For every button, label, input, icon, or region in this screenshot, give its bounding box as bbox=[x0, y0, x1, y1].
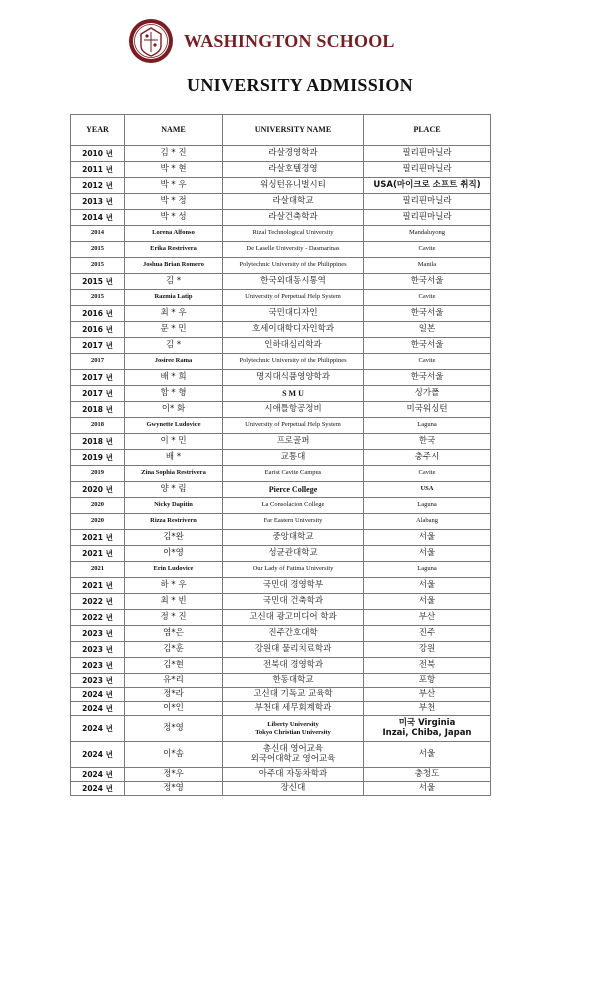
name-cell: 이*인 bbox=[125, 702, 223, 716]
table-row bbox=[71, 702, 491, 716]
table-row bbox=[71, 178, 491, 194]
place-cell: 한국 bbox=[364, 434, 491, 450]
place-cell: 한국서울 bbox=[364, 306, 491, 322]
place-cell: Laguna bbox=[364, 418, 491, 434]
table-row bbox=[71, 146, 491, 162]
table-row bbox=[71, 530, 491, 546]
name-cell: 이*솜 bbox=[125, 742, 223, 768]
place-cell: 서울 bbox=[364, 782, 491, 796]
university-cell: 성균관대학교 bbox=[223, 546, 364, 562]
name-cell: 양 * 림 bbox=[125, 482, 223, 498]
table-row bbox=[71, 594, 491, 610]
year-cell: 2024 년 bbox=[71, 782, 125, 796]
year-cell: 2024 년 bbox=[71, 702, 125, 716]
table-row bbox=[71, 782, 491, 796]
table-row bbox=[71, 642, 491, 658]
table-row bbox=[71, 562, 491, 578]
place-cell: Laguna bbox=[364, 498, 491, 514]
column-header-name: NAME bbox=[125, 115, 223, 146]
year-cell: 2023 년 bbox=[71, 626, 125, 642]
year-cell: 2021 년 bbox=[71, 530, 125, 546]
name-cell: 김*훈 bbox=[125, 642, 223, 658]
place-cell: Alabang bbox=[364, 514, 491, 530]
university-cell: 라살건축학과 bbox=[223, 210, 364, 226]
year-cell: 2013 년 bbox=[71, 194, 125, 210]
table-row bbox=[71, 742, 491, 768]
university-cell: Our Lady of Fatima University bbox=[223, 562, 364, 578]
university-cell: 국민대디자인 bbox=[223, 306, 364, 322]
year-cell: 2020 년 bbox=[71, 482, 125, 498]
university-cell: 총신대 영어교육 외국어대학교 영어교육 bbox=[223, 742, 364, 768]
place-cell: Cavite bbox=[364, 466, 491, 482]
table-row bbox=[71, 688, 491, 702]
table-row bbox=[71, 434, 491, 450]
place-cell: 서울 bbox=[364, 578, 491, 594]
table-row bbox=[71, 386, 491, 402]
name-cell: 박 * 성 bbox=[125, 210, 223, 226]
table-row bbox=[71, 546, 491, 562]
year-cell: 2023 년 bbox=[71, 658, 125, 674]
year-cell: 2024 년 bbox=[71, 768, 125, 782]
place-cell: 필리핀마닐라 bbox=[364, 162, 491, 178]
university-cell: 전북대 경영학과 bbox=[223, 658, 364, 674]
year-cell: 2024 년 bbox=[71, 716, 125, 742]
table-row bbox=[71, 466, 491, 482]
place-cell: Mandaluyong bbox=[364, 226, 491, 242]
place-cell: USA(마이크로 소프트 취직) bbox=[364, 178, 491, 194]
place-cell: 서울 bbox=[364, 594, 491, 610]
university-cell: 중앙대학교 bbox=[223, 530, 364, 546]
year-cell: 2019 bbox=[71, 466, 125, 482]
university-cell: 아주대 자동차학과 bbox=[223, 768, 364, 782]
column-header-university: UNIVERSITY NAME bbox=[223, 115, 364, 146]
university-cell: 국민대 건축학과 bbox=[223, 594, 364, 610]
year-cell: 2024 년 bbox=[71, 742, 125, 768]
place-cell: 필리핀마닐라 bbox=[364, 194, 491, 210]
university-cell: Polytechnic University of the Philippines bbox=[223, 354, 364, 370]
name-cell: 염*은 bbox=[125, 626, 223, 642]
year-cell: 2015 bbox=[71, 258, 125, 274]
name-cell: Josiree Rama bbox=[125, 354, 223, 370]
name-cell: 함 * 형 bbox=[125, 386, 223, 402]
name-cell: 김*현 bbox=[125, 658, 223, 674]
year-cell: 2022 년 bbox=[71, 594, 125, 610]
table-row bbox=[71, 274, 491, 290]
year-cell: 2017 bbox=[71, 354, 125, 370]
place-cell: 서울 bbox=[364, 546, 491, 562]
place-cell: 전북 bbox=[364, 658, 491, 674]
place-cell: 일본 bbox=[364, 322, 491, 338]
year-cell: 2017 년 bbox=[71, 338, 125, 354]
year-cell: 2024 년 bbox=[71, 688, 125, 702]
place-cell: 미국 Virginia Inzai, Chiba, Japan bbox=[364, 716, 491, 742]
table-row bbox=[71, 716, 491, 742]
university-cell: 명지대식품영양학과 bbox=[223, 370, 364, 386]
year-cell: 2015 bbox=[71, 290, 125, 306]
year-cell: 2018 년 bbox=[71, 402, 125, 418]
university-cell: 한국외대동시통역 bbox=[223, 274, 364, 290]
year-cell: 2023 년 bbox=[71, 674, 125, 688]
year-cell: 2020 bbox=[71, 514, 125, 530]
year-cell: 2016 년 bbox=[71, 306, 125, 322]
year-cell: 2017 년 bbox=[71, 370, 125, 386]
name-cell: 이* 화 bbox=[125, 402, 223, 418]
university-cell: 진주간호대학 bbox=[223, 626, 364, 642]
name-cell: 김 * 진 bbox=[125, 146, 223, 162]
column-header-place: PLACE bbox=[364, 115, 491, 146]
school-seal-icon bbox=[128, 18, 174, 64]
year-cell: 2018 bbox=[71, 418, 125, 434]
place-cell: Cavite bbox=[364, 290, 491, 306]
table-row bbox=[71, 226, 491, 242]
university-cell: 교통대 bbox=[223, 450, 364, 466]
name-cell: 정*라 bbox=[125, 688, 223, 702]
university-cell: 라살호텔경영 bbox=[223, 162, 364, 178]
name-cell: Lorena Alfonso bbox=[125, 226, 223, 242]
name-cell: 김*완 bbox=[125, 530, 223, 546]
year-cell: 2012 년 bbox=[71, 178, 125, 194]
university-cell: 호세이대학디자인학과 bbox=[223, 322, 364, 338]
university-cell: 국민대 경영학부 bbox=[223, 578, 364, 594]
university-cell: La Consolacion College bbox=[223, 498, 364, 514]
university-cell: Liberty University Tokyo Christian University bbox=[223, 716, 364, 742]
place-cell: Manila bbox=[364, 258, 491, 274]
table-row bbox=[71, 482, 491, 498]
name-cell: 김 * bbox=[125, 274, 223, 290]
place-cell: Cavite bbox=[364, 354, 491, 370]
place-cell: 서울 bbox=[364, 742, 491, 768]
university-cell: Pierce College bbox=[223, 482, 364, 498]
table-row bbox=[71, 242, 491, 258]
year-cell: 2017 년 bbox=[71, 386, 125, 402]
school-name: WASHINGTON SCHOOL bbox=[184, 30, 395, 51]
table-row bbox=[71, 514, 491, 530]
university-cell: University of Perpetual Help System bbox=[223, 418, 364, 434]
year-cell: 2021 bbox=[71, 562, 125, 578]
name-cell: Gwynette Ludovice bbox=[125, 418, 223, 434]
year-cell: 2022 년 bbox=[71, 610, 125, 626]
table-row bbox=[71, 290, 491, 306]
name-cell: 최 * 빈 bbox=[125, 594, 223, 610]
name-cell: Nicky Dapitin bbox=[125, 498, 223, 514]
name-cell: 박 * 우 bbox=[125, 178, 223, 194]
year-cell: 2014 년 bbox=[71, 210, 125, 226]
place-cell: Cavite bbox=[364, 242, 491, 258]
header bbox=[128, 16, 395, 66]
table-row bbox=[71, 674, 491, 688]
page-title: UNIVERSITY ADMISSION bbox=[187, 75, 413, 95]
university-cell: 부천대 세무회계학과 bbox=[223, 702, 364, 716]
name-cell: Erika Restrivera bbox=[125, 242, 223, 258]
name-cell: 정*우 bbox=[125, 768, 223, 782]
place-cell: 싱가폴 bbox=[364, 386, 491, 402]
university-cell: 시애틀항공정비 bbox=[223, 402, 364, 418]
table-row bbox=[71, 322, 491, 338]
place-cell: 서울 bbox=[364, 530, 491, 546]
name-cell: 이*영 bbox=[125, 546, 223, 562]
place-cell: 부산 bbox=[364, 610, 491, 626]
university-cell: 프로골퍼 bbox=[223, 434, 364, 450]
name-cell: 김 * bbox=[125, 338, 223, 354]
place-cell: 한국서울 bbox=[364, 274, 491, 290]
university-cell: 고신대 기독교 교육학 bbox=[223, 688, 364, 702]
place-cell: 한국서울 bbox=[364, 370, 491, 386]
table-row bbox=[71, 418, 491, 434]
name-cell: 문 * 민 bbox=[125, 322, 223, 338]
place-cell: 포항 bbox=[364, 674, 491, 688]
table-row bbox=[71, 626, 491, 642]
name-cell: 이 * 민 bbox=[125, 434, 223, 450]
name-cell: Joshua Brian Romero bbox=[125, 258, 223, 274]
year-cell: 2014 bbox=[71, 226, 125, 242]
place-cell: 강원 bbox=[364, 642, 491, 658]
table-row bbox=[71, 498, 491, 514]
university-cell: 워싱턴유니벌시티 bbox=[223, 178, 364, 194]
university-cell: S M U bbox=[223, 386, 364, 402]
table-row bbox=[71, 610, 491, 626]
university-cell: 인하대심리학과 bbox=[223, 338, 364, 354]
university-cell: 강원대 물리치료학과 bbox=[223, 642, 364, 658]
place-cell: 충주시 bbox=[364, 450, 491, 466]
table-row bbox=[71, 402, 491, 418]
table-row bbox=[71, 162, 491, 178]
place-cell: 충청도 bbox=[364, 768, 491, 782]
table-row bbox=[71, 210, 491, 226]
place-cell: 필리핀마닐라 bbox=[364, 146, 491, 162]
year-cell: 2016 년 bbox=[71, 322, 125, 338]
admission-table bbox=[70, 114, 491, 796]
year-cell: 2010 년 bbox=[71, 146, 125, 162]
year-cell: 2021 년 bbox=[71, 546, 125, 562]
name-cell: 정*영 bbox=[125, 716, 223, 742]
place-cell: 부산 bbox=[364, 688, 491, 702]
table-row bbox=[71, 194, 491, 210]
table-row bbox=[71, 768, 491, 782]
place-cell: Laguna bbox=[364, 562, 491, 578]
name-cell: 정 * 진 bbox=[125, 610, 223, 626]
year-cell: 2020 bbox=[71, 498, 125, 514]
table-row bbox=[71, 450, 491, 466]
table-row bbox=[71, 578, 491, 594]
place-cell: 미국워싱턴 bbox=[364, 402, 491, 418]
university-cell: University of Perpetual Help System bbox=[223, 290, 364, 306]
year-cell: 2018 년 bbox=[71, 434, 125, 450]
university-cell: 장신대 bbox=[223, 782, 364, 796]
name-cell: 최 * 우 bbox=[125, 306, 223, 322]
university-cell: Far Eastern University bbox=[223, 514, 364, 530]
place-cell: 필리핀마닐라 bbox=[364, 210, 491, 226]
name-cell: 배 * 희 bbox=[125, 370, 223, 386]
name-cell: 배 * bbox=[125, 450, 223, 466]
year-cell: 2015 년 bbox=[71, 274, 125, 290]
place-cell: 부천 bbox=[364, 702, 491, 716]
name-cell: 유*리 bbox=[125, 674, 223, 688]
place-cell: USA bbox=[364, 482, 491, 498]
name-cell: 박 * 현 bbox=[125, 162, 223, 178]
table-header-row bbox=[71, 115, 491, 146]
university-cell: De Laselle University - Dasmarinas bbox=[223, 242, 364, 258]
column-header-year: YEAR bbox=[71, 115, 125, 146]
place-cell: 한국서울 bbox=[364, 338, 491, 354]
table-row bbox=[71, 258, 491, 274]
university-cell: Rizal Technological University bbox=[223, 226, 364, 242]
table-row bbox=[71, 354, 491, 370]
table-row bbox=[71, 370, 491, 386]
name-cell: 하 * 우 bbox=[125, 578, 223, 594]
name-cell: Razmia Latip bbox=[125, 290, 223, 306]
table-row bbox=[71, 306, 491, 322]
table-body bbox=[71, 146, 491, 796]
name-cell: 정*영 bbox=[125, 782, 223, 796]
table-row bbox=[71, 658, 491, 674]
name-cell: Erin Ludovice bbox=[125, 562, 223, 578]
university-cell: 라살경영학과 bbox=[223, 146, 364, 162]
name-cell: 박 * 정 bbox=[125, 194, 223, 210]
university-cell: Earist Cavite Campus bbox=[223, 466, 364, 482]
year-cell: 2011 년 bbox=[71, 162, 125, 178]
place-cell: 진주 bbox=[364, 626, 491, 642]
year-cell: 2019 년 bbox=[71, 450, 125, 466]
university-cell: 고신대 광고미디어 학과 bbox=[223, 610, 364, 626]
university-cell: 라살대학교 bbox=[223, 194, 364, 210]
university-cell: 한동대학교 bbox=[223, 674, 364, 688]
name-cell: Zina Sophia Restrivera bbox=[125, 466, 223, 482]
university-cell: Polytechnic University of the Philippines bbox=[223, 258, 364, 274]
year-cell: 2021 년 bbox=[71, 578, 125, 594]
year-cell: 2023 년 bbox=[71, 642, 125, 658]
name-cell: Rizza Restrivern bbox=[125, 514, 223, 530]
table-row bbox=[71, 338, 491, 354]
year-cell: 2015 bbox=[71, 242, 125, 258]
